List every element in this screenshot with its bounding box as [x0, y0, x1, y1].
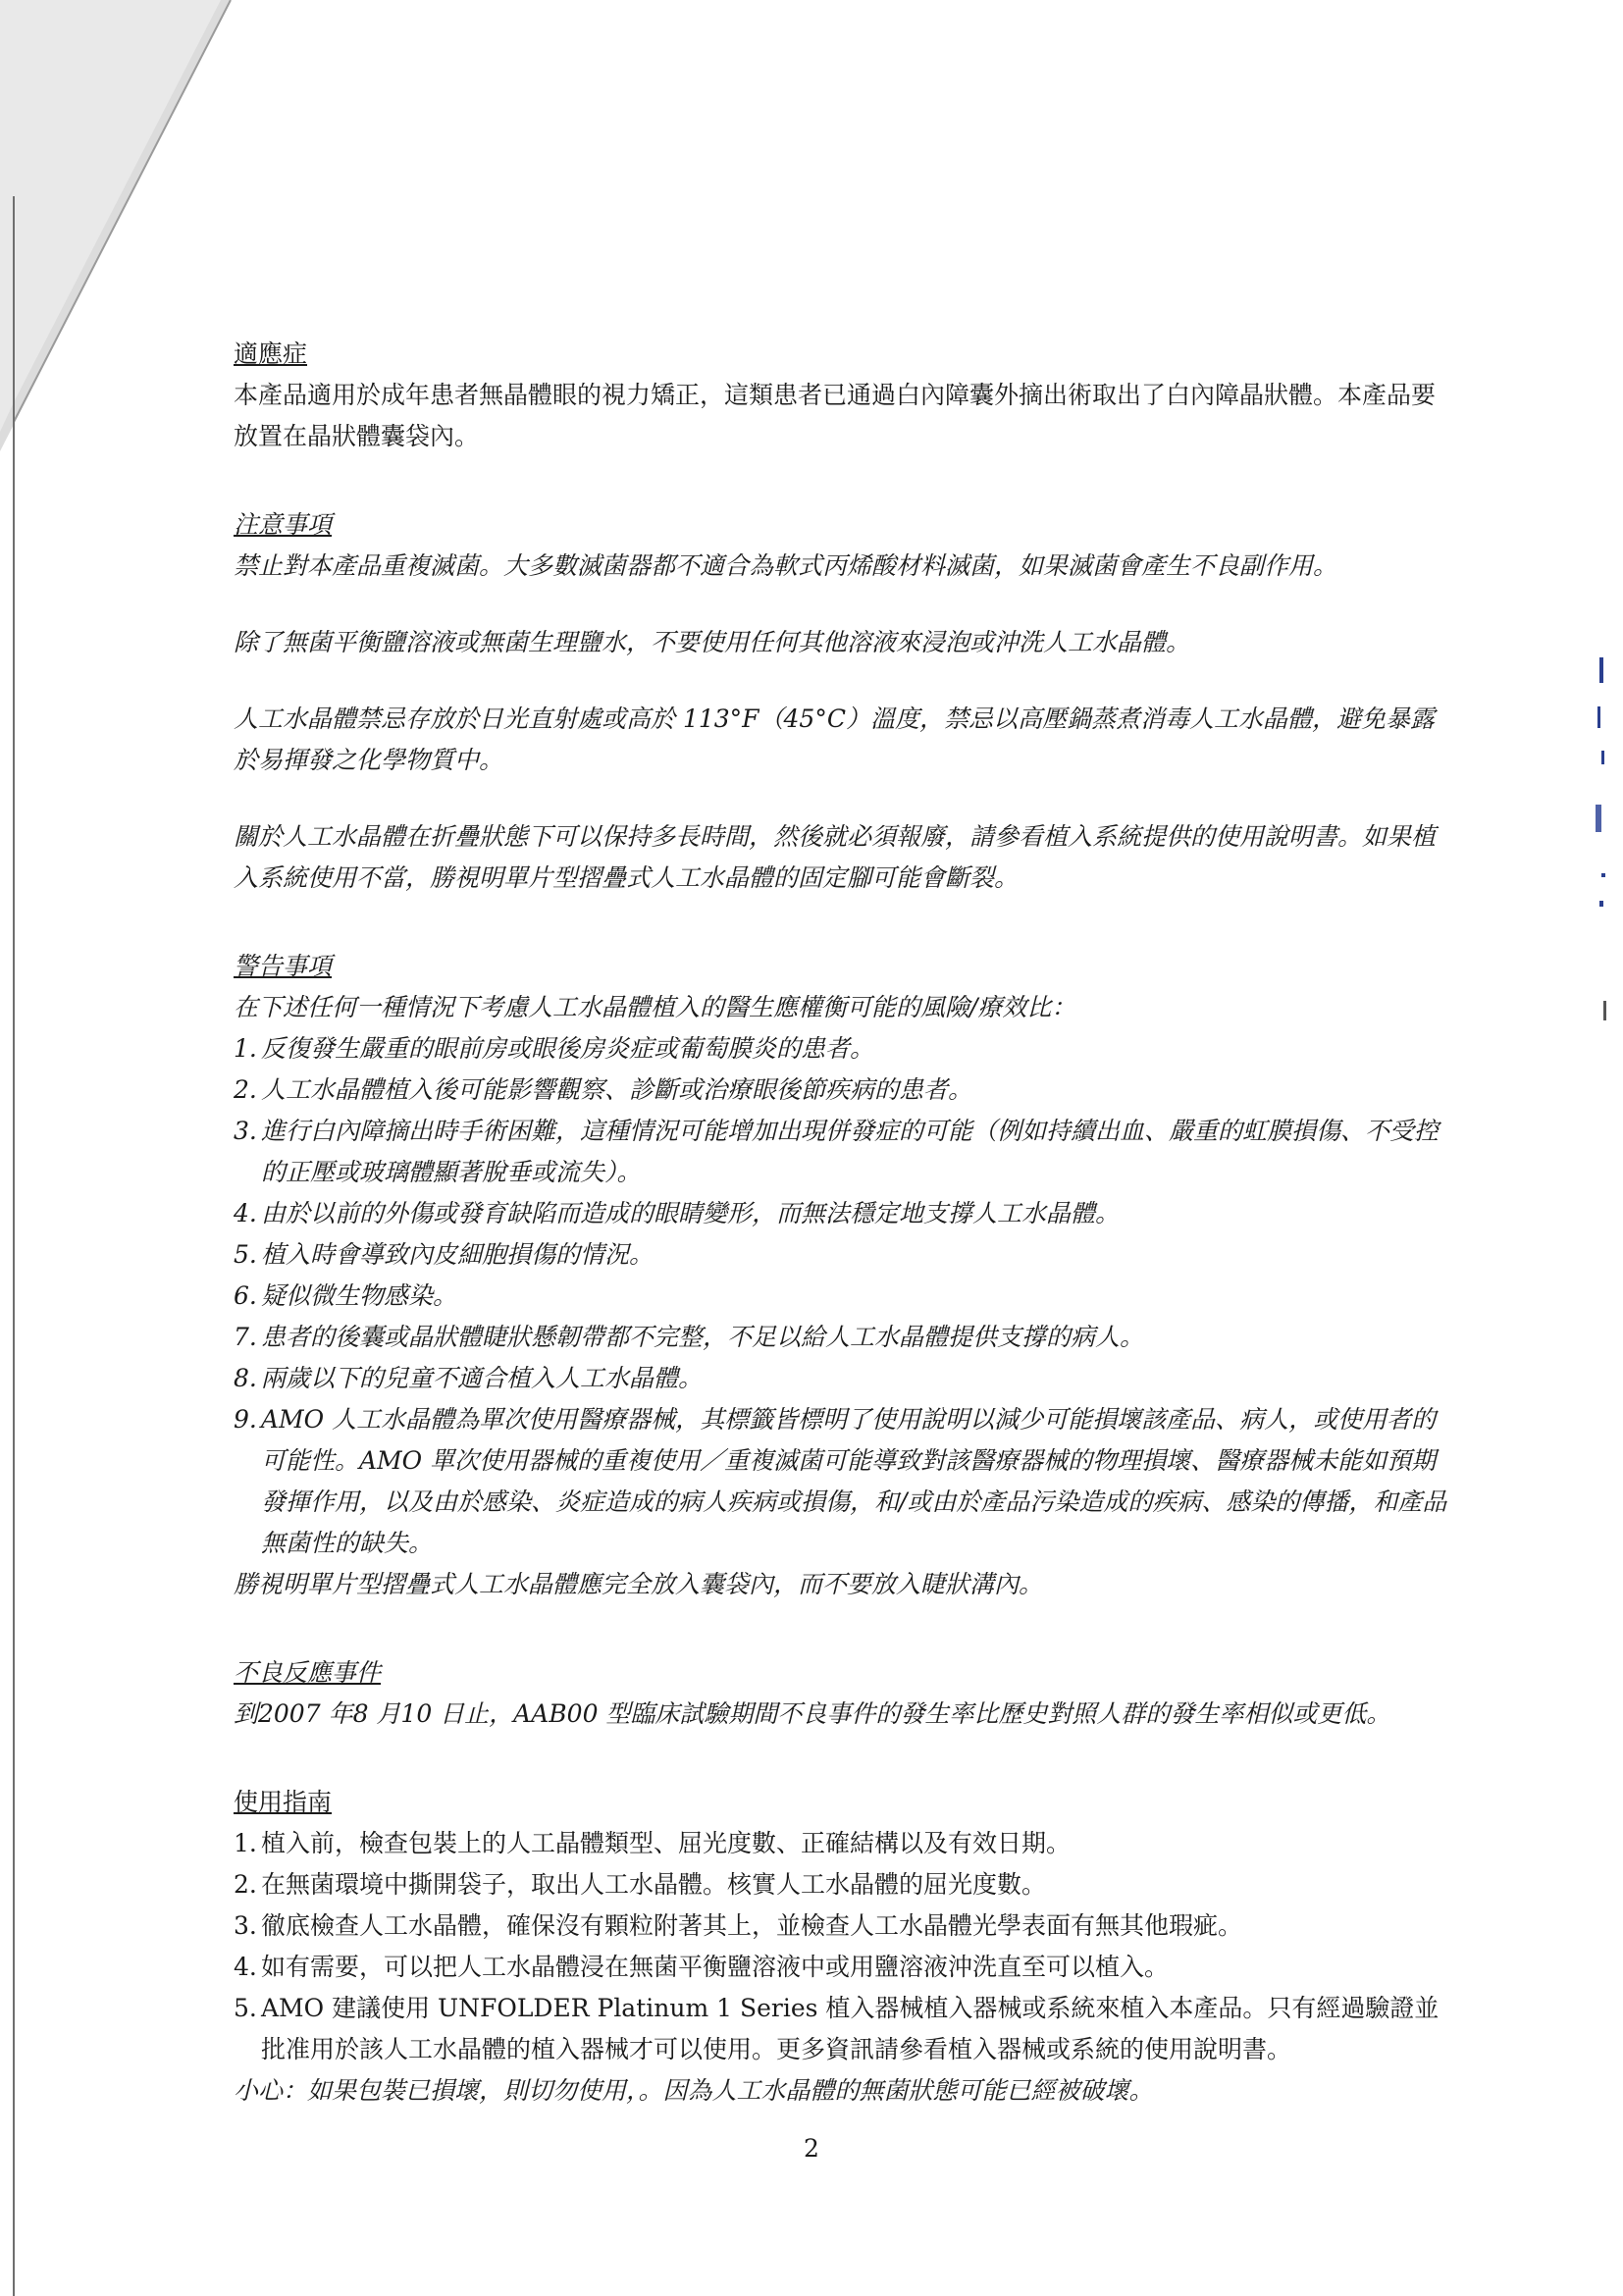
warnings-list — [234, 1028, 1455, 1564]
list-number: 7. — [234, 1323, 257, 1351]
list-text: AMO 人工水晶體為單次使用醫療器械，其標籤皆標明了使用說明以減少可能損壞該產品、病人，或使用者的可能性。AMO 單次使用器械的重複使用／重複滅菌可能導致對該醫療器械的物理損壞、醫療器械未能如預期發揮作用，以及由於感染、炎症造成的病人疾病或損傷，和/或由於產品污染造成的疾病、感染的傳播，和產品無菌性的缺失。 — [261, 1405, 1447, 1557]
list-item — [234, 1905, 1455, 1947]
list-item — [234, 1399, 1455, 1564]
list-number: 1. — [234, 1034, 257, 1063]
list-text: 人工水晶體植入後可能影響觀察、診斷或治療眼後節疾病的患者。 — [261, 1075, 973, 1104]
warnings-closing: 勝視明單片型摺疊式人工水晶體應完全放入囊袋內，而不要放入睫狀溝內。 — [234, 1570, 1044, 1598]
warnings-intro: 在下述任何一種情況下考慮人工水晶體植入的醫生應權衡可能的風險/療效比： — [234, 993, 1076, 1021]
list-number: 1. — [234, 1829, 257, 1857]
list-item — [234, 1823, 1455, 1864]
directions-heading: 使用指南 — [234, 1788, 333, 1816]
list-item — [234, 1276, 1455, 1317]
list-text: 疑似微生物感染。 — [261, 1281, 458, 1310]
list-item — [234, 1234, 1455, 1276]
list-item — [234, 1111, 1455, 1193]
list-item — [234, 1358, 1455, 1399]
page-number: 2 — [804, 2134, 819, 2163]
list-text: 植入前，檢查包裝上的人工晶體類型、屈光度數、正確結構以及有效日期。 — [261, 1829, 1072, 1857]
list-item — [234, 1988, 1455, 2070]
list-item — [234, 1193, 1455, 1234]
list-item — [234, 1070, 1455, 1111]
list-item — [234, 1947, 1455, 1988]
section-precautions — [234, 504, 1455, 899]
list-number: 2. — [234, 1075, 257, 1104]
list-text: 患者的後囊或晶狀體睫狀懸韌帶都不完整，不足以給人工水晶體提供支撐的病人。 — [261, 1323, 1145, 1351]
list-item — [234, 1317, 1455, 1358]
list-number: 3. — [234, 1911, 257, 1940]
list-text: 植入時會導致內皮細胞損傷的情況。 — [261, 1240, 654, 1269]
list-number: 4. — [234, 1953, 257, 1981]
precautions-paragraph: 除了無菌平衡鹽溶液或無菌生理鹽水，不要使用任何其他溶液來浸泡或沖洗人工水晶體。 — [234, 628, 1191, 656]
section-directions — [234, 1782, 1455, 2112]
list-text: 反復發生嚴重的眼前房或眼後房炎症或葡萄膜炎的患者。 — [261, 1034, 875, 1063]
precautions-paragraph: 禁止對本產品重複滅菌。大多數滅菌器都不適合為軟式丙烯酸材料滅菌，如果滅菌會產生不良副作用。 — [234, 551, 1338, 580]
indications-text: 本產品適用於成年患者無晶體眼的視力矯正，這類患者已通過白內障囊外摘出術取出了白內障晶狀體。本產品要放置在晶狀體囊袋內。 — [234, 381, 1437, 450]
precautions-heading: 注意事項 — [234, 510, 333, 539]
list-item — [234, 1028, 1455, 1070]
section-adverse-events — [234, 1652, 1455, 1735]
list-text: 兩歲以下的兒童不適合植入人工水晶體。 — [261, 1364, 704, 1392]
list-number: 3. — [234, 1117, 257, 1145]
warnings-heading: 警告事項 — [234, 952, 333, 980]
precautions-paragraph: 人工水晶體禁忌存放於日光直射處或高於 113°F（45°C）溫度，禁忌以高壓鍋蒸煮消毒人工水晶體，避免暴露於易揮發之化學物質中。 — [234, 704, 1435, 774]
caution-text: 小心：如果包裝已損壞，則切勿使用，。因為人工水晶體的無菌狀態可能已經被破壞。 — [234, 2076, 1154, 2105]
list-number: 8. — [234, 1364, 257, 1392]
list-item — [234, 1864, 1455, 1905]
list-text: 進行白內障摘出時手術困難，這種情況可能增加出現併發症的可能（例如持續出血、嚴重的虹膜損傷、不受控的正壓或玻璃體顯著脫垂或流失）。 — [261, 1117, 1440, 1186]
document-body — [234, 334, 1455, 2112]
list-number: 5. — [234, 1240, 257, 1269]
list-text: 徹底檢查人工水晶體，確保沒有顆粒附著其上，並檢查人工水晶體光學表面有無其他瑕疵。 — [261, 1911, 1243, 1940]
adverse-events-heading: 不良反應事件 — [234, 1658, 382, 1687]
section-warnings — [234, 946, 1455, 1605]
section-indications — [234, 334, 1455, 457]
list-text: 由於以前的外傷或發育缺陷而造成的眼睛變形，而無法穩定地支撐人工水晶體。 — [261, 1199, 1121, 1227]
list-text: AMO 建議使用 UNFOLDER Platinum 1 Series 植入器械植入器械或系統來植入本產品。只有經過驗證並批准用於該人工水晶體的植入器械才可以使用。更多資訊請參看植入器械或系統的使用說明書。 — [261, 1994, 1440, 2063]
list-number: 6. — [234, 1281, 257, 1310]
list-number: 2. — [234, 1870, 257, 1899]
adverse-events-text: 到2007 年8 月10 日止，AAB00 型臨床試驗期間不良事件的發生率比歷史對照人群的發生率相似或更低。 — [234, 1699, 1391, 1728]
precautions-paragraph: 關於人工水晶體在折疊狀態下可以保持多長時間，然後就必須報廢，請參看植入系統提供的使用說明書。如果植入系統使用不當，勝視明單片型摺疊式人工水晶體的固定腳可能會斷裂。 — [234, 822, 1437, 892]
list-text: 在無菌環境中撕開袋子，取出人工水晶體。核實人工水晶體的屈光度數。 — [261, 1870, 1047, 1899]
list-number: 5. — [234, 1994, 257, 2022]
list-number: 4. — [234, 1199, 257, 1227]
bleed-through-marks — [1580, 648, 1609, 1040]
list-number: 9. — [234, 1405, 257, 1434]
list-text: 如有需要，可以把人工水晶體浸在無菌平衡鹽溶液中或用鹽溶液沖洗直至可以植入。 — [261, 1953, 1170, 1981]
directions-list — [234, 1823, 1455, 2070]
indications-heading: 適應症 — [234, 339, 308, 368]
